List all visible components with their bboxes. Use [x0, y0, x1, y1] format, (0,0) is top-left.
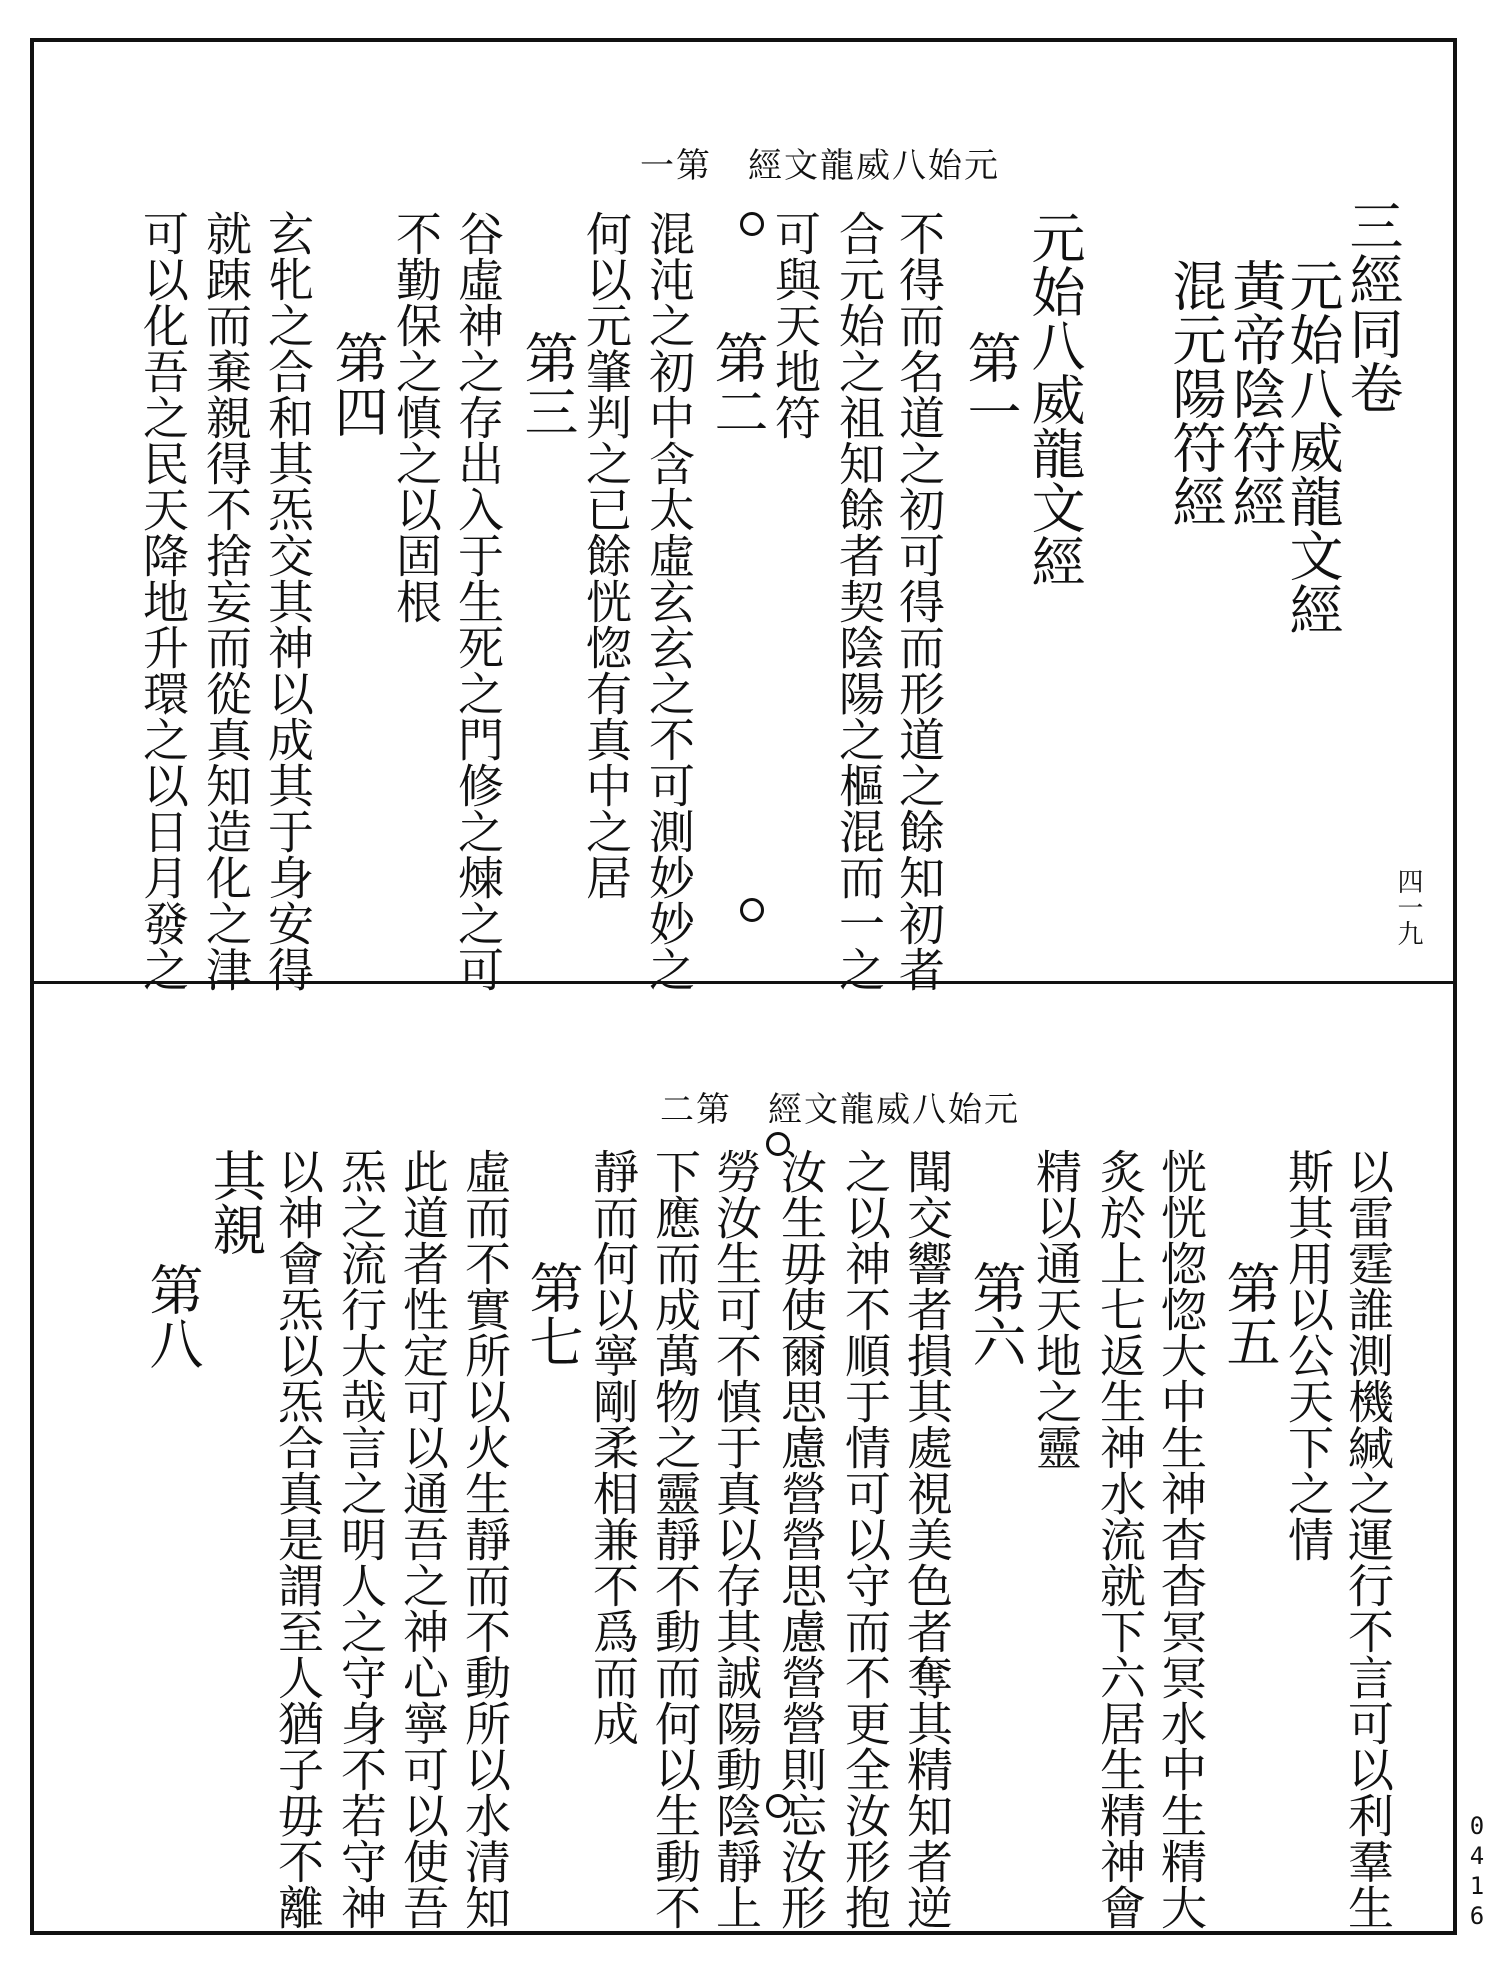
bottom-col-20: 第八 [141, 1262, 204, 1370]
bottom-col-8: 聞交響者損其處視美色者奪其精知者逆 [900, 1148, 954, 1930]
bottom-col-14: 第七 [521, 1260, 584, 1368]
bottom-col-18: 以神會炁以炁合真是謂至人猶子毋不離 [271, 1148, 325, 1930]
top-col-2: 元始八威龍文經 [1281, 258, 1344, 636]
bottom-col-3: 第五 [1218, 1260, 1281, 1368]
top-panel-header: 一第 經文龍威八始元 [640, 146, 1000, 186]
page-number: 0416 [1463, 1812, 1491, 1932]
punctuation-circle [766, 1794, 790, 1818]
punctuation-circle [740, 898, 764, 922]
bottom-col-13: 靜而何以寧剛柔相兼不爲而成 [586, 1148, 640, 1746]
top-col-9: 可與天地符 [768, 210, 822, 440]
bottom-col-5: 炙於上七返生神水流就下六居生精神會 [1093, 1148, 1147, 1930]
bottom-col-12: 下應而成萬物之靈靜不動而何以生動不 [648, 1148, 702, 1930]
top-col-7: 不得而名道之初可得而形道之餘知初者 [892, 210, 946, 992]
top-col-4: 混元陽符經 [1164, 258, 1227, 528]
bottom-col-1: 以雷霆誰測機緘之運行不言可以利羣生 [1341, 1148, 1395, 1930]
top-panel-folio: 四一九 [1393, 868, 1423, 946]
bottom-col-16: 此道者性定可以通吾之神心寧可以使吾 [396, 1148, 450, 1930]
bottom-col-2: 斯其用以公天下之情 [1281, 1148, 1335, 1562]
top-col-12: 何以元肇判之已餘恍惚有真中之居 [579, 210, 633, 900]
bottom-col-4: 恍恍惚惚大中生神杳杳冥冥水中生精大 [1154, 1148, 1208, 1930]
bottom-col-9: 之以神不順于情可以守而不更全汝形抱 [838, 1148, 892, 1930]
top-col-18: 就踈而棄親得不捨妄而從真知造化之津 [199, 210, 253, 992]
top-col-16: 第四 [326, 330, 389, 438]
top-col-10: 第二 [706, 330, 769, 438]
bottom-col-19: 其親 [204, 1148, 267, 1256]
top-col-8: 合元始之祖知餘者契陰陽之樞混而一之 [832, 210, 886, 992]
top-col-5: 元始八威龍文經 [1023, 210, 1086, 588]
top-col-15: 不勤保之慎之以固根 [389, 210, 443, 624]
top-col-19: 可以化吾之民天降地升環之以日月發之 [136, 210, 190, 992]
punctuation-circle [740, 212, 764, 236]
top-col-13: 第三 [516, 330, 579, 438]
bottom-col-15: 虛而不實所以火生靜而不動所以水清知 [458, 1148, 512, 1930]
bottom-col-10: 汝生毋使爾思慮營營思慮營營則忘汝形 [774, 1148, 828, 1930]
top-col-14: 谷虛神之存出入于生死之門修之煉之可 [451, 210, 505, 992]
bottom-col-7: 第六 [964, 1260, 1027, 1368]
top-col-17: 玄牝之合和其炁交其神以成其于身安得 [261, 210, 315, 992]
bottom-col-17: 炁之流行大哉言之明人之守身不若守神 [334, 1148, 388, 1930]
bottom-col-6: 精以通天地之靈 [1029, 1148, 1083, 1470]
top-col-11: 混沌之初中含太虛玄玄之不可測妙妙之 [642, 210, 696, 992]
bottom-panel-header: 二第 經文龍威八始元 [660, 1090, 1020, 1130]
punctuation-circle [766, 1132, 790, 1156]
top-col-6: 第一 [959, 330, 1022, 438]
bottom-col-11: 勞汝生可不慎于真以存其誠陽動陰靜上 [709, 1148, 763, 1930]
top-col-3: 黃帝陰符經 [1224, 258, 1287, 528]
top-col-1: 三經同卷 [1341, 198, 1404, 414]
